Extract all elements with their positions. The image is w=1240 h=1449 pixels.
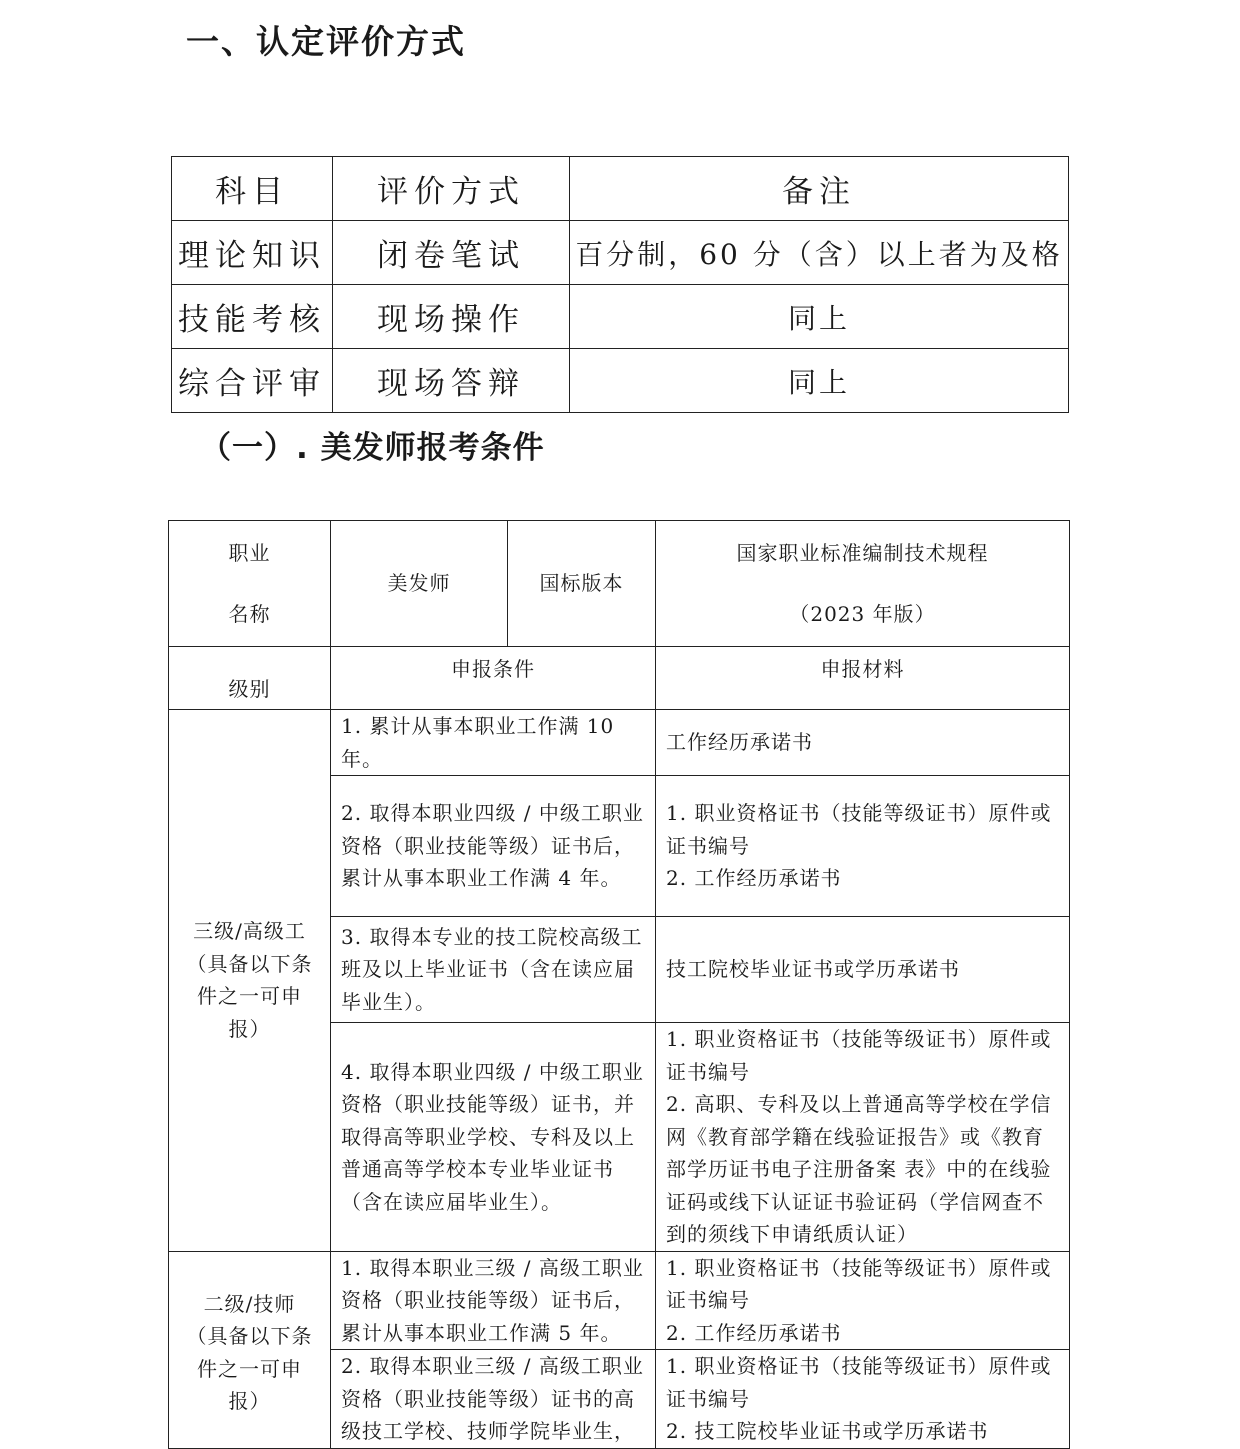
standard-label: 国标版本 bbox=[508, 521, 656, 647]
material-cell bbox=[656, 1350, 1070, 1449]
level-cell bbox=[169, 1251, 331, 1448]
table-row bbox=[172, 285, 1069, 349]
conditions-label: 申报条件 bbox=[331, 647, 656, 710]
column-header-row bbox=[169, 647, 1070, 710]
header-subject: 科目 bbox=[172, 157, 333, 221]
level-name-line: （具备以下条 bbox=[186, 1324, 313, 1348]
level-cell bbox=[169, 710, 331, 1252]
material-line: 工作经历承诺书 bbox=[666, 730, 813, 755]
level-name-line: 三级/高级工 bbox=[193, 919, 306, 944]
condition-line: 资格（职业技能等级）证书的高 bbox=[341, 1386, 635, 1411]
occupation-value: 美发师 bbox=[331, 521, 508, 647]
condition-line: 资格（职业技能等级）证书后， bbox=[341, 1288, 635, 1312]
condition-line: 2. 取得本职业三级 / 高级工职业 bbox=[341, 1354, 644, 1378]
condition-line: 3. 取得本专业的技工院校高级工 bbox=[341, 924, 643, 949]
material-line: 1. 职业资格证书（技能等级证书）原件或 bbox=[666, 1354, 1052, 1378]
material-line: 2. 高职、专科及以上普通高等学校在学信 bbox=[666, 1092, 1052, 1116]
material-line: 证书编号 bbox=[666, 833, 750, 858]
remark-cell: 百分制，60 分（含）以上者为及格 bbox=[570, 221, 1069, 285]
table-row bbox=[172, 349, 1069, 413]
levels-body bbox=[169, 710, 1070, 1449]
material-cell bbox=[656, 776, 1070, 917]
table-header-row bbox=[172, 157, 1069, 221]
material-line: 证书编号 bbox=[666, 1288, 750, 1312]
condition-line: 毕业生）。 bbox=[341, 989, 436, 1014]
material-cell bbox=[656, 1251, 1070, 1350]
material-cell bbox=[656, 917, 1070, 1023]
condition-line: 班及以上毕业证书（含在读应届 bbox=[341, 957, 635, 982]
material-line: 证码或线下认证证书验证码（学信网查不 bbox=[666, 1189, 1044, 1214]
material-line: 部学历证书电子注册备案 表》中的在线验 bbox=[666, 1157, 1052, 1181]
subject-cell: 技能考核 bbox=[172, 285, 333, 349]
condition-line: 级技工学校、技师学院毕业生， bbox=[341, 1419, 635, 1443]
condition-cell bbox=[331, 1350, 656, 1449]
condition-line: 资格（职业技能等级）证书后， bbox=[341, 833, 635, 858]
material-line: 1. 职业资格证书（技能等级证书）原件或 bbox=[666, 1027, 1052, 1051]
materials-label: 申报材料 bbox=[656, 647, 1070, 710]
header-remark: 备注 bbox=[570, 157, 1069, 221]
subject-cell: 综合评审 bbox=[172, 349, 333, 413]
material-line: 证书编号 bbox=[666, 1059, 750, 1084]
material-line: 到的须线下申请纸质认证） bbox=[666, 1222, 918, 1246]
condition-cell bbox=[331, 1251, 656, 1350]
subject-cell: 理论知识 bbox=[172, 221, 333, 285]
condition-line: 资格（职业技能等级）证书，并 bbox=[341, 1092, 635, 1116]
level-name-line: 报） bbox=[228, 1389, 271, 1413]
level-label: 级别 bbox=[169, 647, 331, 710]
standard-year: （2023 年版） bbox=[789, 601, 936, 626]
standard-value bbox=[656, 521, 1070, 647]
level-name-line: 二级/技师 bbox=[203, 1291, 296, 1316]
level-name-line: 件之一可申 bbox=[197, 984, 302, 1009]
condition-line: 2. 取得本职业四级 / 中级工职业 bbox=[341, 801, 644, 826]
material-cell bbox=[656, 710, 1070, 776]
condition-cell bbox=[331, 776, 656, 917]
condition-line: 累计从事本职业工作满 5 年。 bbox=[341, 1320, 622, 1345]
condition-cell bbox=[331, 710, 656, 776]
method-cell: 闭卷笔试 bbox=[333, 221, 570, 285]
occupation-header-row bbox=[169, 521, 1070, 647]
table-row bbox=[169, 710, 1070, 776]
condition-line: 1. 累计从事本职业工作满 10 年。 bbox=[341, 714, 615, 771]
label-line: 名称 bbox=[228, 601, 271, 626]
material-line: 网《教育部学籍在线验证报告》或《教育 bbox=[666, 1124, 1044, 1149]
table-row bbox=[172, 221, 1069, 285]
condition-line: 普通高等学校本专业毕业证书 bbox=[341, 1157, 614, 1181]
material-line: 2. 工作经历承诺书 bbox=[666, 1320, 842, 1345]
section-title-evaluation: 一、认定评价方式 bbox=[186, 22, 466, 61]
remark-cell: 同上 bbox=[570, 349, 1069, 413]
material-line: 技工院校毕业证书或学历承诺书 bbox=[666, 957, 960, 982]
condition-line: 1. 取得本职业三级 / 高级工职业 bbox=[341, 1255, 644, 1280]
condition-line: 4. 取得本职业四级 / 中级工职业 bbox=[341, 1059, 644, 1084]
material-line: 2. 工作经历承诺书 bbox=[666, 866, 842, 891]
label-line: 职业 bbox=[228, 541, 271, 565]
method-cell: 现场答辩 bbox=[333, 349, 570, 413]
material-cell bbox=[656, 1023, 1070, 1252]
level-name-line: 件之一可申 bbox=[197, 1356, 302, 1381]
condition-line: （含在读应届毕业生）。 bbox=[341, 1189, 562, 1214]
condition-line: 累计从事本职业工作满 4 年。 bbox=[341, 866, 622, 891]
material-line: 2. 技工院校毕业证书或学历承诺书 bbox=[666, 1419, 989, 1443]
requirements-table bbox=[168, 520, 1070, 1449]
remark-cell: 同上 bbox=[570, 285, 1069, 349]
material-line: 1. 职业资格证书（技能等级证书）原件或 bbox=[666, 801, 1052, 826]
occupation-name-label bbox=[169, 521, 331, 647]
table-row bbox=[169, 1251, 1070, 1350]
condition-line: 取得高等职业学校、专科及以上 bbox=[341, 1124, 635, 1149]
method-cell: 现场操作 bbox=[333, 285, 570, 349]
standard-name: 国家职业标准编制技术规程 bbox=[736, 541, 989, 565]
level-name-line: 报） bbox=[228, 1016, 271, 1041]
condition-cell bbox=[331, 1023, 656, 1252]
level-name-line: （具备以下条 bbox=[186, 951, 313, 976]
condition-cell bbox=[331, 917, 656, 1023]
material-line: 证书编号 bbox=[666, 1386, 750, 1411]
section-title-requirements: （一）. 美发师报考条件 bbox=[200, 430, 545, 466]
evaluation-table bbox=[171, 156, 1069, 413]
header-method: 评价方式 bbox=[333, 157, 570, 221]
material-line: 1. 职业资格证书（技能等级证书）原件或 bbox=[666, 1255, 1052, 1280]
